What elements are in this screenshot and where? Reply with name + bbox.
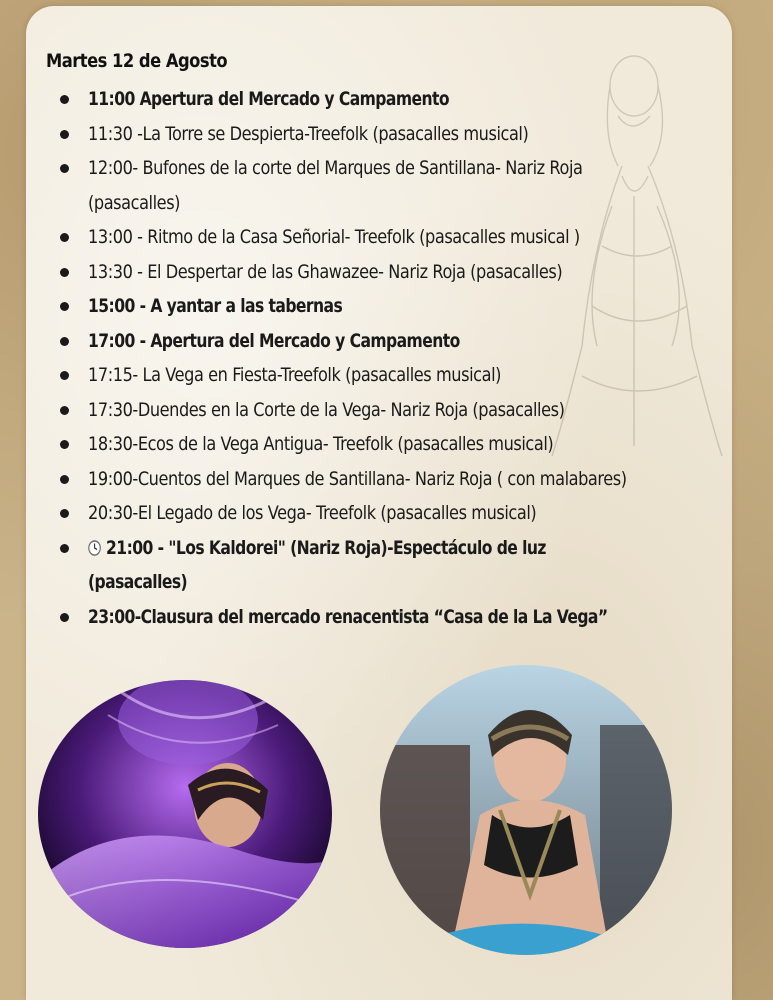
event-item <box>58 531 758 566</box>
event-item <box>58 82 758 117</box>
event-item <box>58 117 758 152</box>
event-text <box>88 393 564 428</box>
bullet-icon <box>60 95 69 104</box>
event-text-content: 15:00 - A yantar a las tabernas <box>88 295 343 317</box>
event-item <box>58 289 758 324</box>
performer-photo-dancer <box>380 665 672 955</box>
event-item <box>58 600 758 635</box>
event-item <box>58 427 758 462</box>
event-text <box>88 117 528 152</box>
event-text-content: 17:30-Duendes en la Corte de la Vega- Nariz Roja (pasacalles) <box>88 398 565 421</box>
event-item-continuation <box>58 565 758 600</box>
bullet-icon <box>60 233 69 242</box>
event-text-content: 21:00 - "Los Kaldorei" (Nariz Roja)-Espectáculo de luz <box>106 536 546 559</box>
event-item-continuation <box>58 186 758 221</box>
bullet-icon <box>60 440 69 449</box>
event-text <box>88 427 553 462</box>
event-text <box>88 186 180 221</box>
bullet-icon <box>60 406 69 415</box>
event-text-content: (pasacalles) <box>88 191 181 214</box>
event-item <box>58 358 758 393</box>
event-text <box>88 324 460 359</box>
event-text-content: 20:30-El Legado de los Vega- Treefolk (pasacalles musical) <box>88 502 537 524</box>
bullet-icon <box>60 337 69 346</box>
event-item <box>58 462 758 497</box>
bullet-icon <box>60 613 69 622</box>
bullet-icon <box>60 544 69 553</box>
bullet-icon <box>60 509 69 518</box>
bullet-icon <box>60 164 69 173</box>
event-text <box>88 220 580 255</box>
event-text-content: (pasacalles) <box>88 571 188 593</box>
bullet-icon <box>60 302 69 311</box>
event-text <box>88 151 582 186</box>
event-schedule-list <box>58 82 758 634</box>
event-text-content: 23:00-Clausura del mercado renacentista “Casa de la La Vega” <box>88 605 608 628</box>
event-item <box>58 220 758 255</box>
event-text <box>88 358 501 393</box>
event-text-content: 12:00- Bufones de la corte del Marques de Santillana- Nariz Roja <box>88 157 583 179</box>
event-item <box>58 151 758 186</box>
event-text <box>88 462 627 497</box>
event-text-content: 17:00 - Apertura del Mercado y Campamento <box>88 329 460 352</box>
bullet-icon <box>60 371 69 380</box>
bullet-icon <box>60 268 69 277</box>
event-item <box>58 393 758 428</box>
event-text-content: 11:30 -La Torre se Despierta-Treefolk (pasacalles musical) <box>88 122 529 145</box>
event-text <box>88 289 342 324</box>
bullet-icon <box>60 475 69 484</box>
event-text-content: 13:30 - El Despertar de las Ghawazee- Nariz Roja (pasacalles) <box>88 260 563 283</box>
event-text <box>88 600 608 635</box>
event-text-content: 11:00 Apertura del Mercado y Campamento <box>88 88 449 110</box>
clock-icon <box>88 540 101 556</box>
performer-photo-light-show <box>38 680 332 948</box>
event-item <box>58 496 758 531</box>
date-heading: Martes 12 de Agosto <box>46 50 228 72</box>
event-text-content: 19:00-Cuentos del Marques de Santillana- Nariz Roja ( con malabares) <box>88 467 627 490</box>
event-item <box>58 324 758 359</box>
event-text-content: 17:15- La Vega en Fiesta-Treefolk (pasacalles musical) <box>88 364 502 386</box>
event-text <box>88 255 562 290</box>
event-text-content: 18:30-Ecos de la Vega Antigua- Treefolk (pasacalles musical) <box>88 433 554 455</box>
event-text <box>88 565 187 600</box>
event-item <box>58 255 758 290</box>
event-text <box>88 496 536 531</box>
event-text <box>88 531 546 566</box>
bullet-icon <box>60 130 69 139</box>
event-text <box>88 82 449 117</box>
event-text-content: 13:00 - Ritmo de la Casa Señorial- Treefolk (pasacalles musical ) <box>88 226 580 248</box>
